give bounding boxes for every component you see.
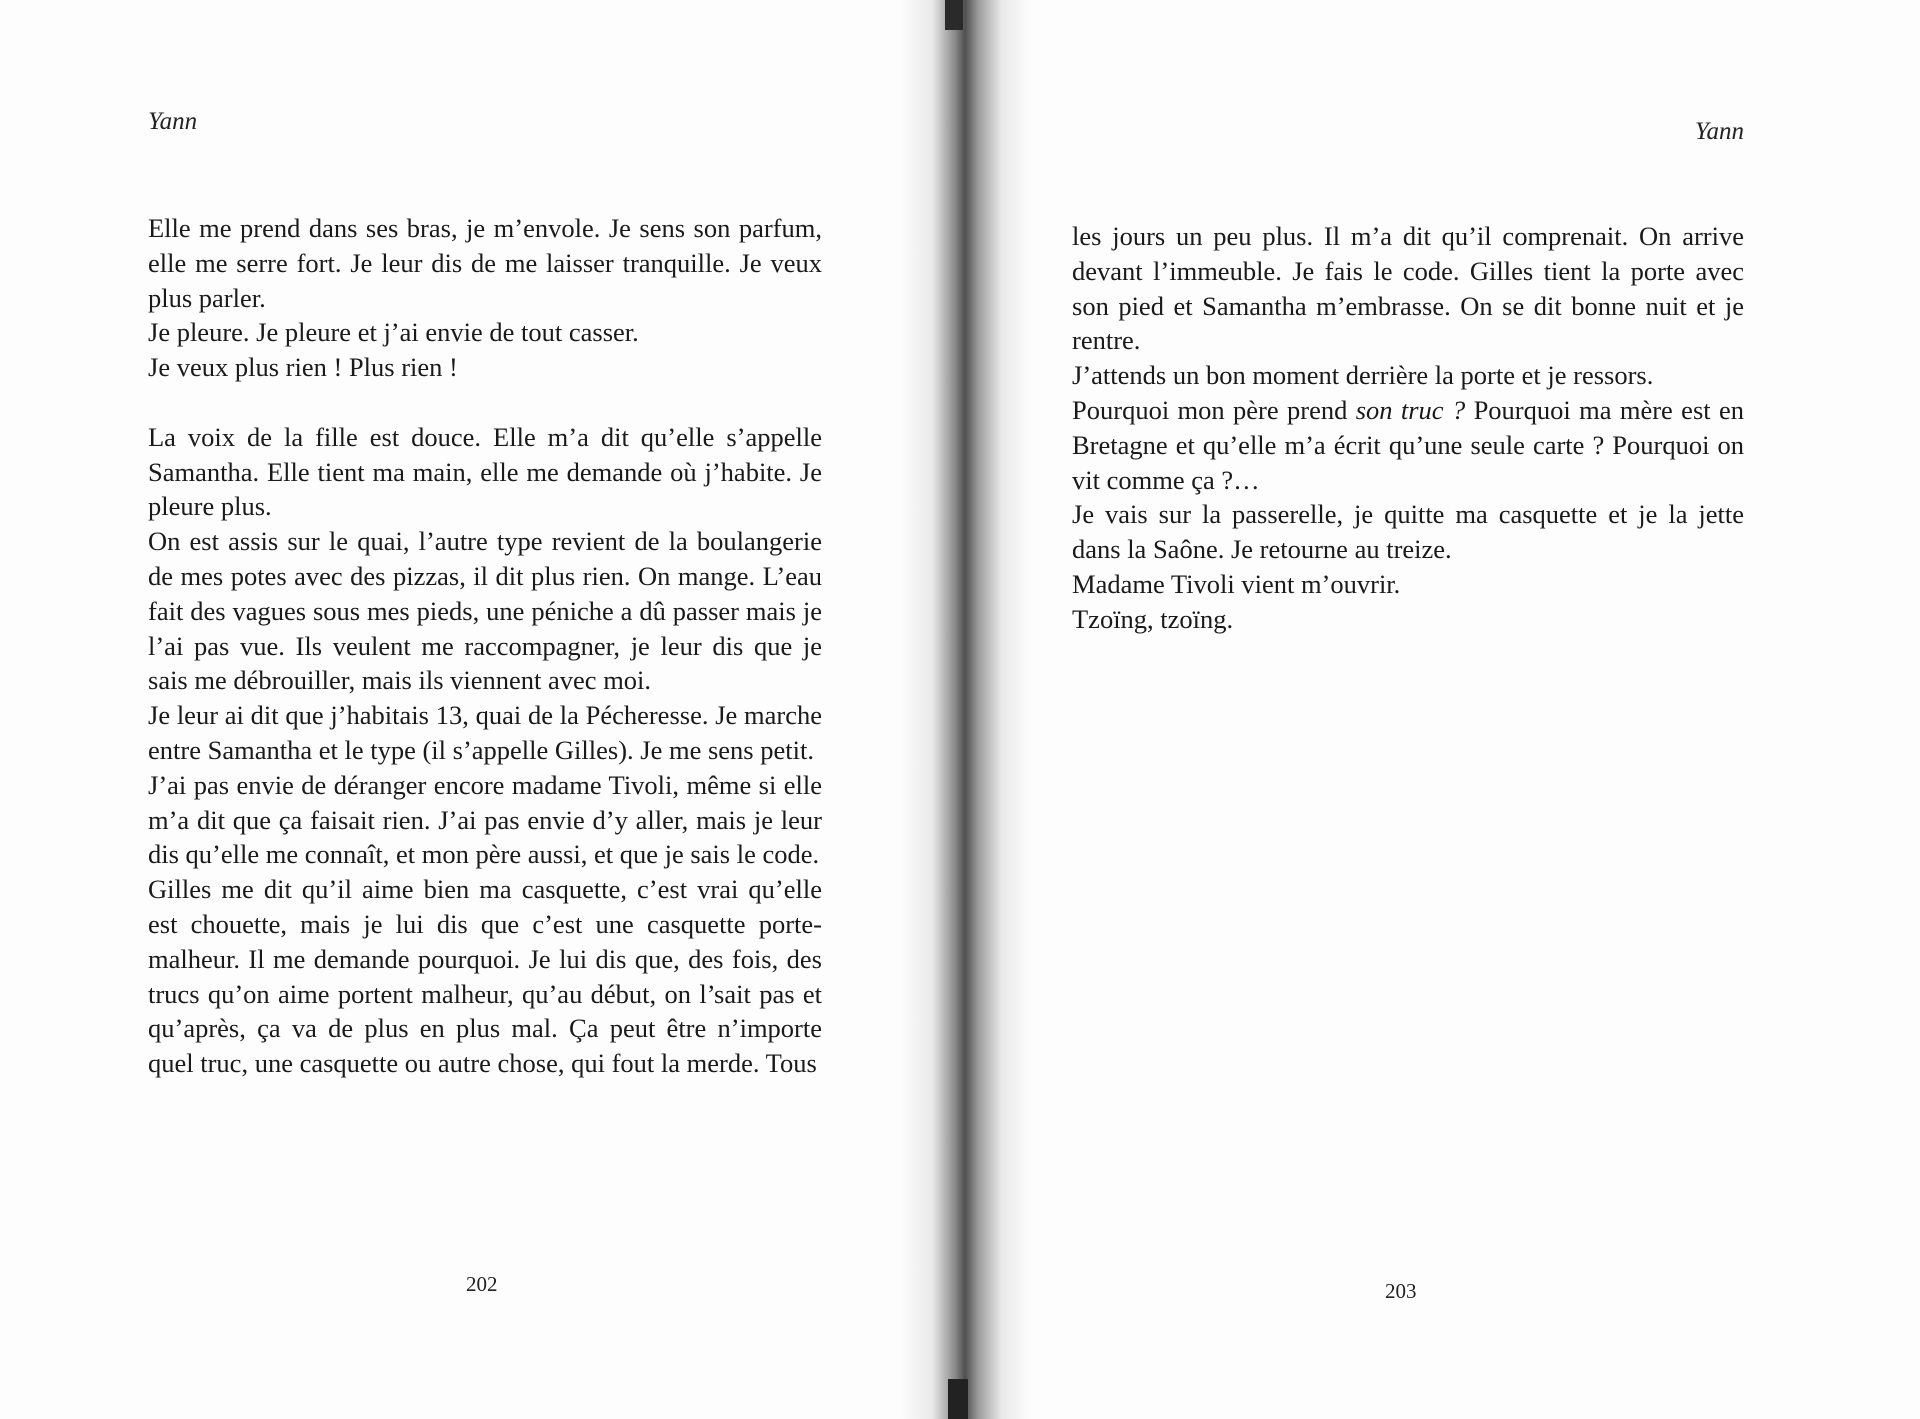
italic-text: son truc ?: [1355, 394, 1466, 425]
paragraph: Je leur ai dit que j’habitais 13, quai de la Pécheresse. Je marche entre Samantha et le type (il s’appelle Gilles). Je me sens petit.: [148, 700, 822, 765]
paragraph: La voix de la fille est douce. Elle m’a dit qu’elle s’appelle Samantha. Elle tient ma main, elle me demande où j’habite. Je pleure plus.: [148, 421, 822, 522]
binding-edge: [948, 1379, 968, 1419]
paragraph: Madame Tivoli vient m’ouvrir.: [1072, 568, 1401, 599]
paragraph: Gilles me dit qu’il aime bien ma casquette, c’est vrai qu’elle est chouette, mais je lui dis que c’est une casquette porte-malheur. Il me demande pourquoi. Je lui dis que, des fois, des trucs qu’on aime portent malheur, qu’au début, on l’sait pas et qu’après, ça va de plus en plus mal. Ça peut être n’importe quel truc, une casquette ou autre chose, qui fout la merde. Tous: [148, 874, 822, 1079]
running-head: Yann: [1694, 118, 1744, 145]
body-text: [1072, 219, 1744, 637]
paragraph-text: Pourquoi mon père prend: [1072, 394, 1356, 425]
paragraph: [1072, 393, 1744, 497]
paragraph: Je vais sur la passerelle, je quitte ma casquette et je la jette dans la Saône. Je retourne au treize.: [1072, 499, 1744, 565]
paragraph: On est assis sur le quai, l’autre type revient de la boulangerie de mes potes avec des pizzas, il dit plus rien. On mange. L’eau fait des vagues sous mes pieds, une péniche a dû passer mais je l’ai pas vue. Ils veulent me raccompagner, je leur dis que je sais me débrouiller, mais ils viennent avec moi.: [148, 526, 822, 696]
page-number: 203: [1385, 1279, 1417, 1303]
paragraph: J’ai pas envie de déranger encore madame Tivoli, même si elle m’a dit que ça faisait rien. J’ai pas envie d’y aller, mais je leur dis qu’elle me connaît, et mon père aussi, et que je sais le code.: [148, 769, 822, 870]
paragraph: Je pleure. Je pleure et j’ai envie de tout casser.: [148, 317, 639, 348]
paragraph: Tzoïng, tzoïng.: [1072, 603, 1234, 634]
paragraph: les jours un peu plus. Il m’a dit qu’il comprenait. On arrive devant l’immeuble. Je fais le code. Gilles tient la porte avec son pied et Samantha m’embrasse. On se dit bonne nuit et je rentre.: [1072, 221, 1744, 356]
book-gutter-shadow: [900, 0, 1030, 1419]
running-head: Yann: [148, 108, 198, 135]
paragraph: J’attends un bon moment derrière la porte et je ressors.: [1072, 360, 1654, 391]
page-number: 202: [466, 1272, 498, 1296]
paragraph-text: Pourquoi ma mère est en Bretagne et qu’elle m’a écrit qu’une seule carte ? Pourquoi on vit comme ça ?…: [1072, 394, 1745, 495]
binding-edge: [945, 0, 963, 30]
body-text: [148, 211, 822, 1081]
right-page: [990, 0, 1920, 1419]
left-page: [0, 0, 950, 1419]
paragraph: Elle me prend dans ses bras, je m’envole. Je sens son parfum, elle me serre fort. Je leur dis de me laisser tranquille. Je veux plus parler.: [148, 213, 822, 313]
paragraph: Je veux plus rien ! Plus rien !: [148, 352, 458, 383]
